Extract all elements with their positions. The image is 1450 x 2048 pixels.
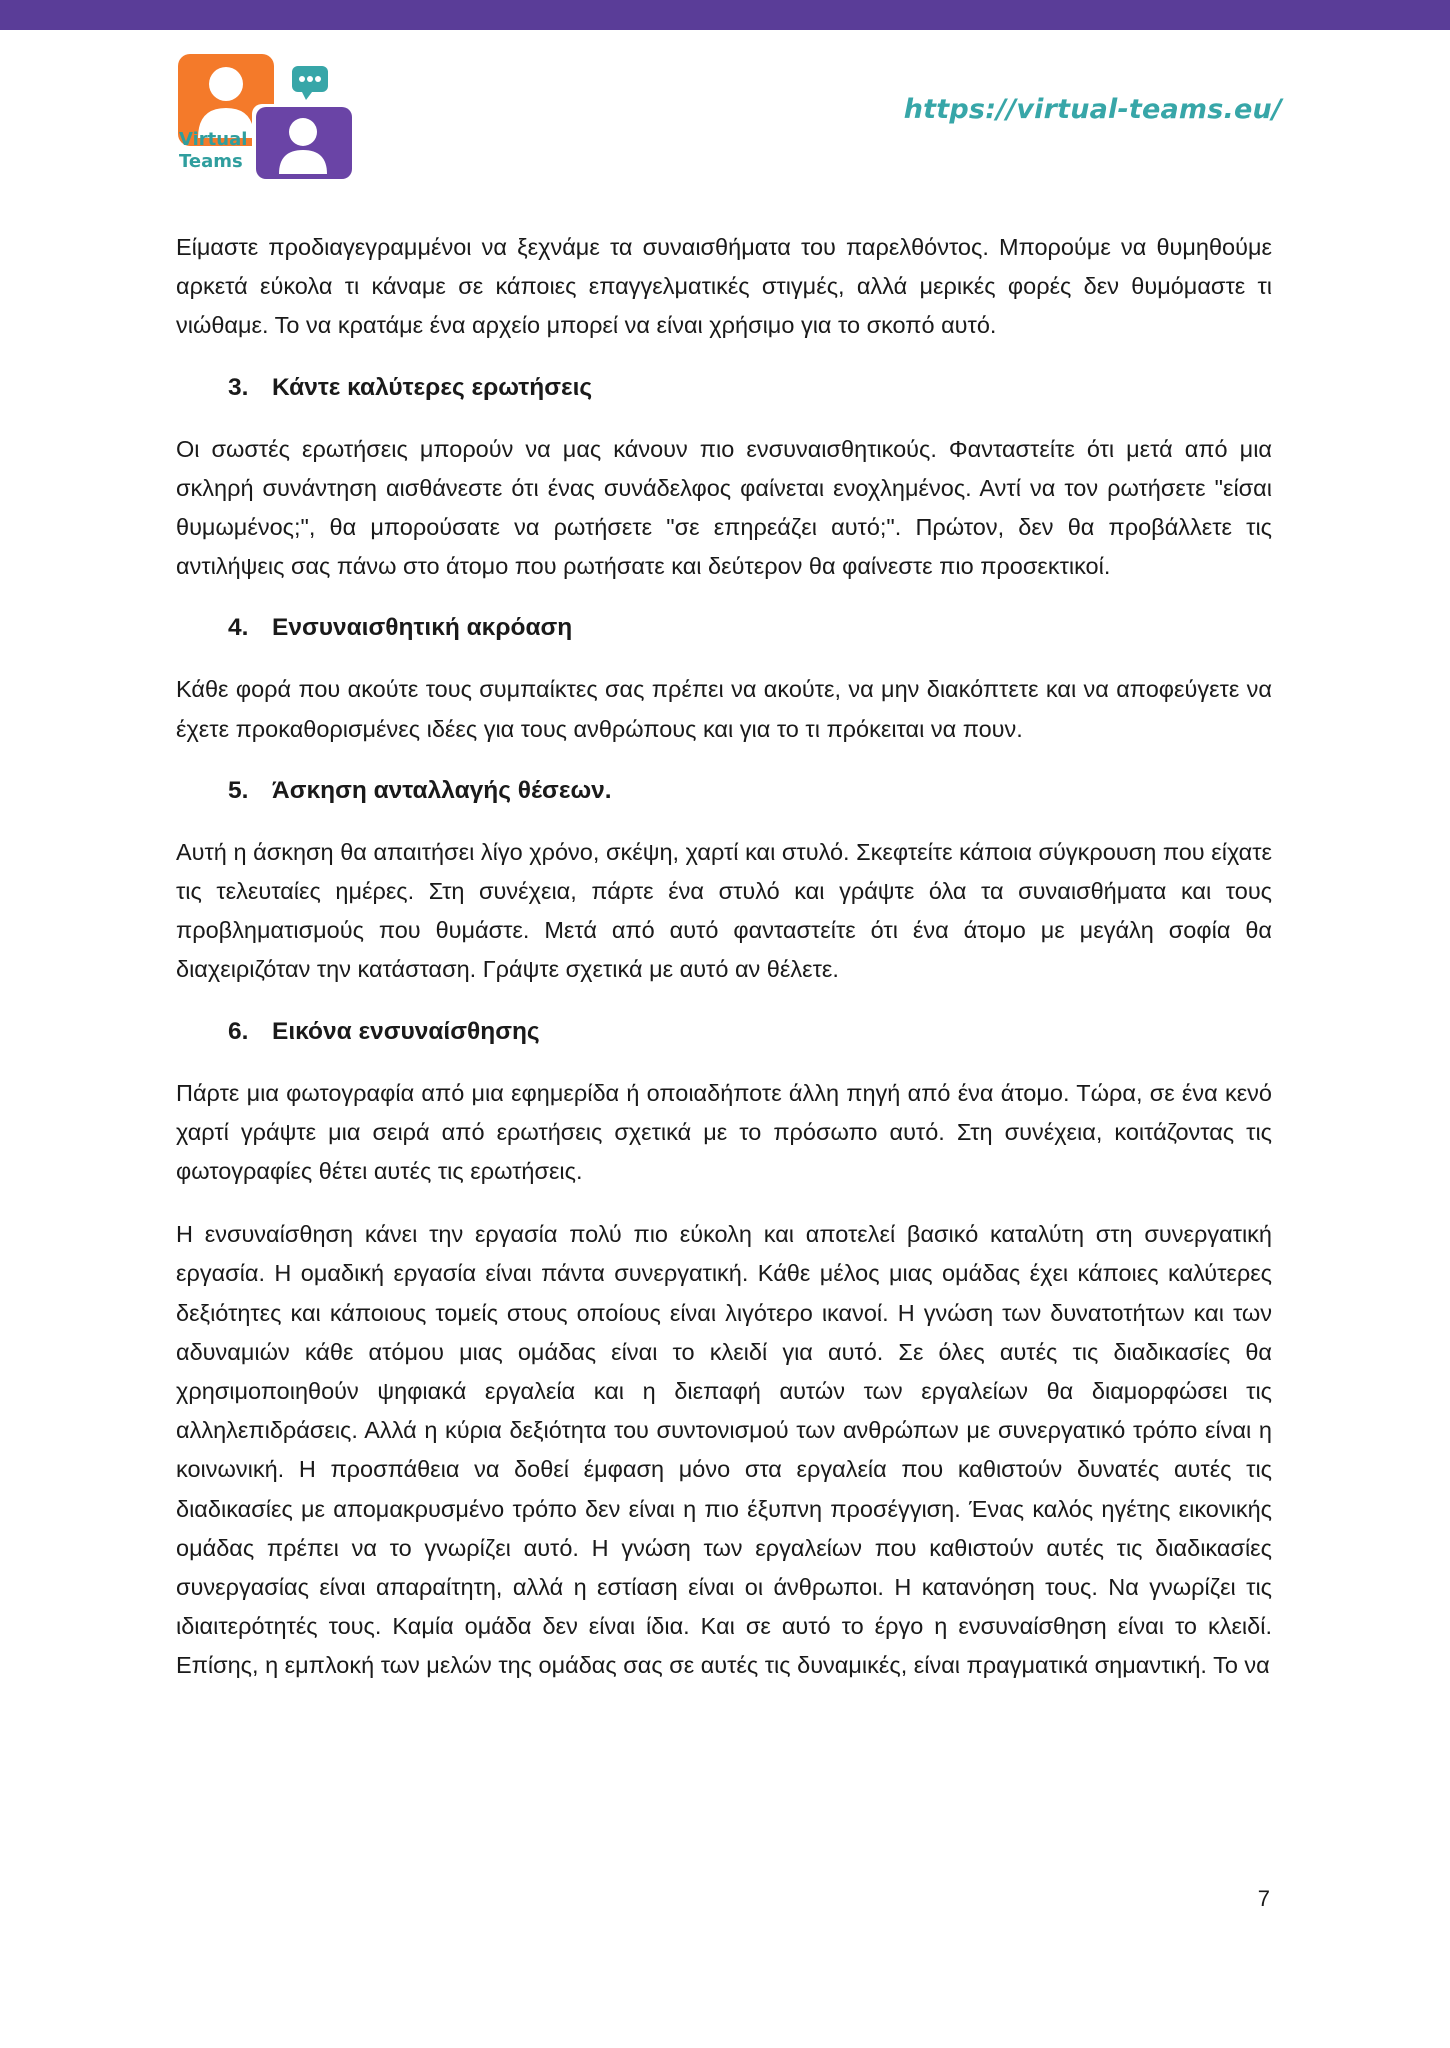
section-number: 4.: [228, 614, 249, 642]
website-url[interactable]: https://virtual-teams.eu/: [903, 94, 1282, 125]
section-title: Άσκηση ανταλλαγής θέσεων.: [272, 776, 612, 804]
section-heading-5: [176, 773, 1272, 809]
document-body: [176, 228, 1272, 1710]
section-title: Κάντε καλύτερες ερωτήσεις: [272, 373, 593, 401]
section-heading-3: [176, 370, 1272, 406]
virtual-teams-logo: [176, 52, 356, 182]
section-heading-6: [176, 1014, 1272, 1050]
logo-text-line2: Teams: [179, 151, 243, 172]
section-number: 3.: [228, 373, 249, 401]
section-number: 5.: [228, 776, 249, 804]
section-title: Ενσυναισθητική ακρόαση: [272, 614, 573, 642]
section-paragraph-6: Πάρτε μια φωτογραφία από μια εφημερίδα ή οποιαδήποτε άλλη πηγή από ένα άτομο. Τώρα, σε ένα κενό χαρτί γράψτε μια σειρά από ερωτήσεις σχετικά με το πρόσωπο αυτό. Στη συνέχεια, κοιτάζοντας τις φωτογραφίες θέτει αυτές τις ερωτήσεις.: [176, 1079, 1272, 1185]
section-title: Εικόνα ενσυναίσθησης: [272, 1017, 540, 1045]
section-heading-4: [176, 610, 1272, 646]
section-paragraph-4: Κάθε φορά που ακούτε τους συμπαίκτες σας πρέπει να ακούτε, να μην διακόπτετε και να αποφεύγετε να έχετε προκαθορισμένες ιδέες για τους ανθρώπους και για το τι πρόκειται να πουν.: [176, 676, 1272, 742]
section-number: 6.: [228, 1017, 249, 1045]
closing-paragraph: Η ενσυναίσθηση κάνει την εργασία πολύ πιο εύκολη και αποτελεί βασικό καταλύτη στη συνεργατική εργασία. Η ομαδική εργασία είναι πάντα συνεργατική. Κάθε μέλος μιας ομάδας έχει κάποιες καλύτερες δεξιότητες και κάποιους τομείς στους οποίους είναι λιγότερο ικανοί. Η γνώση των δυνατοτήτων και των αδυναμιών κάθε ατόμου μιας ομάδας είναι το κλειδί για αυτό. Σε όλες αυτές τις διαδικασίες θα χρησιμοποιηθούν ψηφιακά εργαλεία και η διεπαφή αυτών των εργαλείων θα διαμορφώσει τις αλληλεπιδράσεις. Αλλά η κύρια δεξιότητα του συντονισμού των ανθρώπων με συνεργατικό τρόπο είναι η κοινωνική. Η προσπάθεια να δοθεί έμφαση μόνο στα εργαλεία που καθιστούν δυνατές αυτές τις διαδικασίες με απομακρυσμένο τρόπο δεν είναι η πιο έξυπνη προσέγγιση. Ένας καλός ηγέτης εικονικής ομάδας πρέπει να το γνωρίζει αυτό. Η γνώση των εργαλείων που καθιστούν αυτές τις διαδικασίες συνεργασίας είναι απαραίτητη, αλλά η εστίαση είναι οι άνθρωποι. Η κατανόηση τους. Να γνωρίζει τις ιδιαιτερότητές τους. Καμία ομάδα δεν είναι ίδια. Και σε αυτό το έργο η ενσυναίσθηση είναι το κλειδί. Επίσης, η εμπλοκή των μελών της ομάδας σας σε αυτές τις δυναμικές, είναι πραγματικά σημαντική. Το να: [176, 1221, 1272, 1679]
section-paragraph-5: Αυτή η άσκηση θα απαιτήσει λίγο χρόνο, σκέψη, χαρτί και στυλό. Σκεφτείτε κάποια σύγκρουση που είχατε τις τελευταίες ημέρες. Στη συνέχεια, πάρτε ένα στυλό και γράψτε όλα τα συναισθήματα και τους προβληματισμούς που θυμάστε. Μετά από αυτό φανταστείτε ότι ένα άτομο με μεγάλη σοφία θα διαχειριζόταν την κατάσταση. Γράψτε σχετικά με αυτό αν θέλετε.: [176, 838, 1272, 983]
intro-paragraph: Είμαστε προδιαγεγραμμένοι να ξεχνάμε τα συναισθήματα του παρελθόντος. Μπορούμε να θυμηθούμε αρκετά εύκολα τι κάναμε σε κάποιες επαγγελματικές στιγμές, αλλά μερικές φορές δεν θυμόμαστε τι νιώθαμε. Το να κρατάμε ένα αρχείο μπορεί να είναι χρήσιμο για το σκοπό αυτό.: [176, 234, 1272, 339]
header-bar: [0, 0, 1450, 30]
page-number: 7: [1257, 1886, 1270, 1911]
section-paragraph-3: Οι σωστές ερωτήσεις μπορούν να μας κάνουν πιο ενσυναισθητικούς. Φανταστείτε ότι μετά από μια σκληρή συνάντηση αισθάνεστε ότι ένας συνάδελφος φαίνεται ενοχλημένος. Αντί να τον ρωτήσετε "είσαι θυμωμένος;", θα μπορούσατε να ρωτήσετε "σε επηρεάζει αυτό;". Πρώτον, δεν θα προβάλλετε τις αντιλήψεις σας πάνω στο άτομο που ρωτήσατε και δεύτερον θα φαίνεστε πιο προσεκτικοί.: [176, 435, 1272, 580]
logo-text-line1: Virtual: [179, 129, 248, 150]
